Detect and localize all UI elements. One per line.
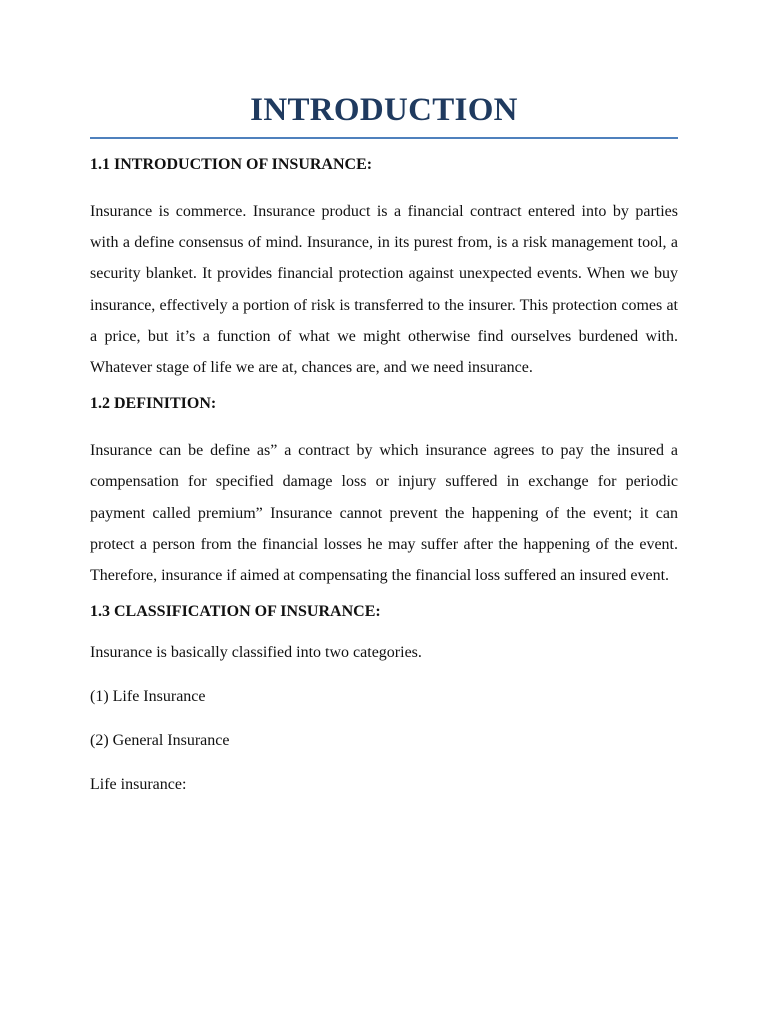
list-item-life-insurance: (1) Life Insurance bbox=[90, 688, 206, 706]
section-heading-introduction: 1.1 INTRODUCTION OF INSURANCE: bbox=[90, 156, 373, 173]
section-heading-definition: 1.2 DEFINITION: bbox=[90, 395, 217, 413]
list-item-general-insurance: (2) General Insurance bbox=[90, 732, 230, 750]
classification-intro: Insurance is basically classified into two categories. bbox=[90, 644, 422, 662]
page-title: INTRODUCTION bbox=[250, 92, 518, 128]
paragraph-definition: Insurance can be define as” a contract by which insurance agrees to pay the insured a compensation for specified damage loss or injury suffered in exchange for periodic payment called premium” Insurance cannot prevent the happening of the event; it can protect a person from the financial losses he may suffer after the happening of the event. Therefore, insurance if aimed at compensating the financial loss suffered an insured event. bbox=[90, 442, 678, 585]
subheading-life-insurance: Life insurance: bbox=[90, 776, 187, 794]
section-heading-classification: 1.3 CLASSIFICATION OF INSURANCE: bbox=[90, 603, 381, 621]
title-underline bbox=[90, 137, 678, 139]
paragraph-introduction: Insurance is commerce. Insurance product is a financial contract entered into by parties with a define consensus of mind. Insurance, in its purest from, is a risk management tool, a security blanket. It provides financial protection against unexpected events. When we buy insurance, effectively a portion of risk is transferred to the insurer. This protection comes at a price, but it’s a function of what we might otherwise find ourselves burdened with. Whatever stage of life we are at, chances are, and we need insurance. bbox=[90, 203, 678, 377]
document-body bbox=[90, 155, 678, 819]
